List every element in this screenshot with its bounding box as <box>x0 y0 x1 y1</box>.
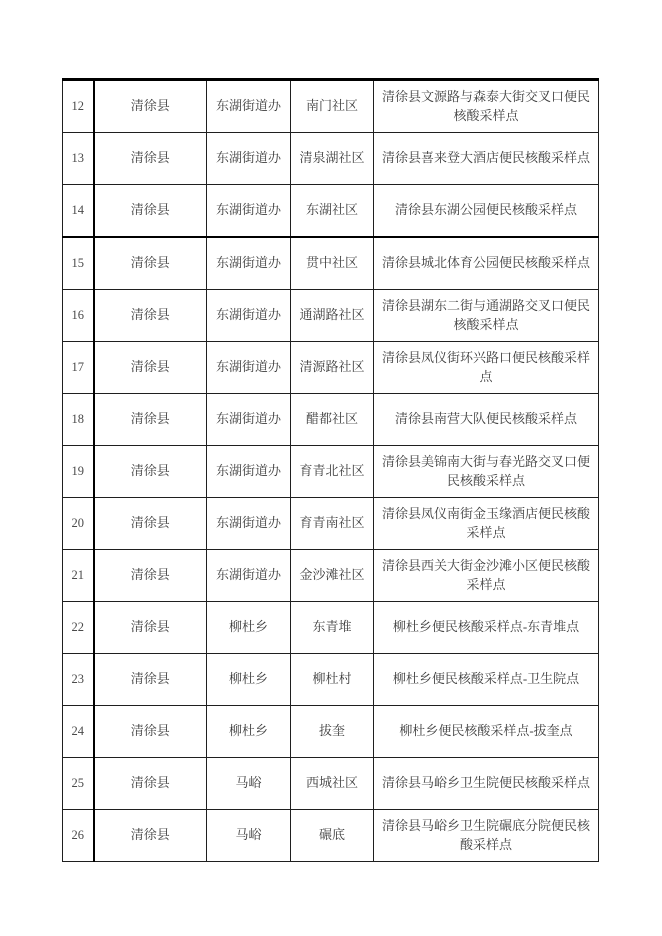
cell-village: 金沙滩社区 <box>291 550 374 602</box>
cell-row-number: 13 <box>63 133 94 185</box>
cell-site-name: 清徐县马峪乡卫生院碾底分院便民核酸采样点 <box>374 810 599 862</box>
cell-county: 清徐县 <box>94 654 207 706</box>
table-row <box>63 706 599 758</box>
cell-village: 柳杜村 <box>291 654 374 706</box>
cell-row-number: 14 <box>63 185 94 238</box>
table-row <box>63 498 599 550</box>
cell-row-number: 19 <box>63 446 94 498</box>
cell-site-name: 柳杜乡便民核酸采样点-拔奎点 <box>374 706 599 758</box>
cell-site-name: 柳杜乡便民核酸采样点-东青堆点 <box>374 602 599 654</box>
cell-site-name: 柳杜乡便民核酸采样点-卫生院点 <box>374 654 599 706</box>
cell-county: 清徐县 <box>94 394 207 446</box>
cell-village: 南门社区 <box>291 80 374 133</box>
cell-township: 东湖街道办 <box>207 550 291 602</box>
cell-township: 东湖街道办 <box>207 498 291 550</box>
cell-township: 东湖街道办 <box>207 290 291 342</box>
cell-county: 清徐县 <box>94 498 207 550</box>
cell-site-name: 清徐县凤仪南街金玉缘酒店便民核酸采样点 <box>374 498 599 550</box>
cell-village: 西城社区 <box>291 758 374 810</box>
cell-site-name: 清徐县美锦南大街与春光路交叉口便民核酸采样点 <box>374 446 599 498</box>
sampling-sites-table <box>62 78 599 862</box>
cell-village: 清源路社区 <box>291 342 374 394</box>
cell-row-number: 25 <box>63 758 94 810</box>
table-row <box>63 80 599 133</box>
cell-township: 柳杜乡 <box>207 602 291 654</box>
cell-village: 醋都社区 <box>291 394 374 446</box>
table-row <box>63 810 599 862</box>
cell-row-number: 16 <box>63 290 94 342</box>
cell-row-number: 17 <box>63 342 94 394</box>
cell-township: 东湖街道办 <box>207 185 291 238</box>
cell-row-number: 21 <box>63 550 94 602</box>
cell-township: 柳杜乡 <box>207 654 291 706</box>
cell-township: 东湖街道办 <box>207 446 291 498</box>
cell-county: 清徐县 <box>94 237 207 290</box>
table-row <box>63 602 599 654</box>
cell-county: 清徐县 <box>94 446 207 498</box>
cell-township: 柳杜乡 <box>207 706 291 758</box>
table-row <box>63 237 599 290</box>
table-row <box>63 290 599 342</box>
cell-row-number: 26 <box>63 810 94 862</box>
cell-row-number: 18 <box>63 394 94 446</box>
cell-village: 贯中社区 <box>291 237 374 290</box>
cell-county: 清徐县 <box>94 290 207 342</box>
cell-village: 育青南社区 <box>291 498 374 550</box>
table-row <box>63 446 599 498</box>
cell-county: 清徐县 <box>94 706 207 758</box>
cell-township: 东湖街道办 <box>207 342 291 394</box>
cell-county: 清徐县 <box>94 342 207 394</box>
cell-site-name: 清徐县东湖公园便民核酸采样点 <box>374 185 599 238</box>
cell-village: 东湖社区 <box>291 185 374 238</box>
cell-county: 清徐县 <box>94 185 207 238</box>
cell-row-number: 20 <box>63 498 94 550</box>
cell-village: 通湖路社区 <box>291 290 374 342</box>
cell-site-name: 清徐县文源路与森泰大街交叉口便民核酸采样点 <box>374 80 599 133</box>
cell-township: 东湖街道办 <box>207 80 291 133</box>
cell-county: 清徐县 <box>94 602 207 654</box>
table-row <box>63 550 599 602</box>
cell-village: 碾底 <box>291 810 374 862</box>
table-body <box>63 80 599 862</box>
cell-row-number: 15 <box>63 237 94 290</box>
cell-county: 清徐县 <box>94 550 207 602</box>
cell-county: 清徐县 <box>94 80 207 133</box>
cell-row-number: 22 <box>63 602 94 654</box>
cell-village: 东青堆 <box>291 602 374 654</box>
cell-township: 东湖街道办 <box>207 237 291 290</box>
cell-row-number: 23 <box>63 654 94 706</box>
cell-site-name: 清徐县凤仪街环兴路口便民核酸采样点 <box>374 342 599 394</box>
cell-site-name: 清徐县西关大街金沙滩小区便民核酸采样点 <box>374 550 599 602</box>
cell-village: 清泉湖社区 <box>291 133 374 185</box>
cell-site-name: 清徐县湖东二街与通湖路交叉口便民核酸采样点 <box>374 290 599 342</box>
cell-village: 育青北社区 <box>291 446 374 498</box>
cell-village: 拔奎 <box>291 706 374 758</box>
cell-site-name: 清徐县喜来登大酒店便民核酸采样点 <box>374 133 599 185</box>
cell-township: 马峪 <box>207 758 291 810</box>
cell-county: 清徐县 <box>94 758 207 810</box>
cell-county: 清徐县 <box>94 810 207 862</box>
cell-site-name: 清徐县南营大队便民核酸采样点 <box>374 394 599 446</box>
cell-township: 东湖街道办 <box>207 133 291 185</box>
cell-site-name: 清徐县马峪乡卫生院便民核酸采样点 <box>374 758 599 810</box>
table-row <box>63 654 599 706</box>
table-row <box>63 342 599 394</box>
table-row <box>63 758 599 810</box>
table-row <box>63 185 599 238</box>
cell-site-name: 清徐县城北体育公园便民核酸采样点 <box>374 237 599 290</box>
cell-row-number: 12 <box>63 80 94 133</box>
table-row <box>63 394 599 446</box>
table-row <box>63 133 599 185</box>
cell-township: 马峪 <box>207 810 291 862</box>
cell-row-number: 24 <box>63 706 94 758</box>
cell-township: 东湖街道办 <box>207 394 291 446</box>
cell-county: 清徐县 <box>94 133 207 185</box>
